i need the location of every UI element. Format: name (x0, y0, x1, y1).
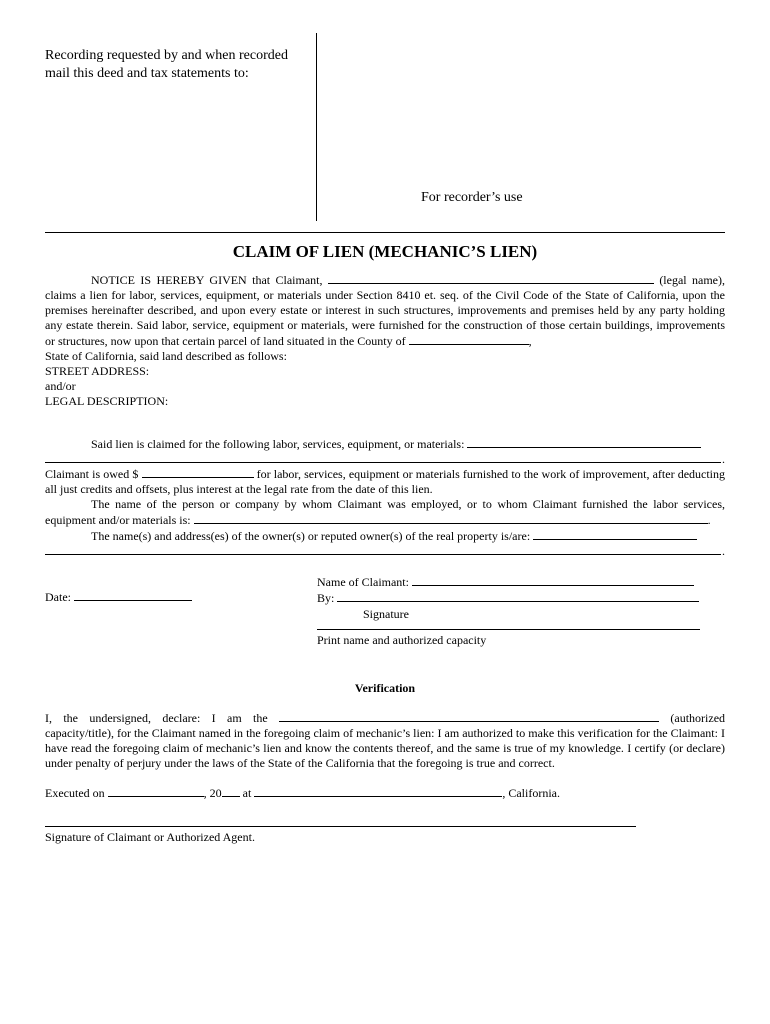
header-divider-vertical (316, 33, 317, 221)
recording-request-text (45, 47, 315, 83)
executed-location-field[interactable] (254, 785, 502, 797)
verification-heading: Verification (354, 681, 416, 695)
lien-claimed-line (45, 436, 725, 452)
legal-description-label: LEGAL DESCRIPTION: (45, 394, 169, 408)
verification-text-1: I, the undersigned, declare: I am the (45, 711, 268, 725)
owed-text-2: for labor, services, equipment or materials furnished to the work of improvement, after deducting all just credits and offsets, plus interest at the legal rate from the date of this lien. (45, 467, 726, 496)
date-row (45, 589, 192, 605)
executed-date-field[interactable] (108, 785, 204, 797)
county-field[interactable] (409, 333, 529, 345)
employer-text: The name of the person or company by whom Claimant was employed, or to whom Claimant furnished the labor services, equipment and/or materials is: (45, 497, 725, 527)
by-label: By: (317, 591, 335, 605)
street-address-label: STREET ADDRESS: (45, 364, 150, 378)
california-label: , California. (502, 786, 560, 800)
notice-comma: , (528, 334, 532, 348)
recording-line-2: mail this deed and tax statements to: (45, 66, 249, 81)
document-title: CLAIM OF LIEN (MECHANIC’S LIEN) (232, 242, 538, 261)
labor-services-continuation (45, 452, 725, 466)
date-field[interactable] (74, 589, 192, 601)
amount-owed-field[interactable] (142, 466, 254, 478)
executed-on-label: Executed on (45, 786, 105, 800)
employer-field[interactable] (194, 512, 708, 524)
owners-period: . (722, 544, 725, 558)
name-of-claimant-field[interactable] (412, 574, 694, 586)
owners-line (45, 528, 725, 544)
by-field[interactable] (337, 590, 699, 602)
andor-label: and/or (45, 379, 76, 393)
verification-section (45, 710, 725, 771)
recording-line-1: Recording requested by and when recorded (45, 48, 288, 63)
agent-signature-line[interactable] (45, 826, 636, 827)
notice-text-state: State of California, said land described as follows: (45, 349, 287, 363)
by-row (317, 590, 717, 606)
year-field[interactable] (222, 785, 240, 797)
owners-line-2[interactable] (45, 554, 721, 555)
owners-field[interactable] (533, 528, 697, 540)
employer-paragraph (45, 497, 725, 528)
claimant-name-row (317, 574, 717, 590)
agent-signature-label: Signature of Claimant or Authorized Agent. (45, 830, 255, 844)
verification-paragraph (45, 710, 725, 771)
labor-services-line-2[interactable] (45, 462, 721, 463)
executed-row (45, 785, 560, 801)
labor-services-field[interactable] (467, 436, 701, 448)
employer-period: . (707, 513, 711, 527)
at-label: at (242, 786, 252, 800)
lien-claimed-section (45, 436, 725, 558)
header-divider-horizontal (45, 232, 725, 233)
owners-continuation (45, 544, 725, 558)
date-label: Date: (45, 590, 71, 604)
year-prefix: , 20 (203, 786, 222, 800)
recorder-use-label: For recorder’s use (421, 190, 523, 205)
signature-block (317, 574, 717, 622)
notice-text-2: (legal name), claims a lien for labor, services, equipment, or materials under Section 8410 et. seq. of the Civil Code of the State of California, upon the premises hereinafter described, and upon every estate or interest in such structures, improvements and premises held by any party holding any estate therein. Said labor, service, equipment or materials, were furnished for the construction of those certain buildings, improvements or structures, now upon that certain parcel of land situated in the County of (45, 273, 726, 348)
verification-text-2: (authorized capacity/title), for the Claimant named in the foregoing claim of mechanic’s lien: I am authorized to make this verification for the Claimant: I have read the foregoing claim of mechanic’s lien and know the contents thereof, and the same is true of my knowledge. I certify (or declare) under penalty of perjury under the laws of the State of the California that the foregoing is true and correct. (45, 711, 726, 770)
print-name-line[interactable] (317, 629, 700, 630)
owed-text-1: Claimant is owed $ (45, 467, 139, 481)
print-name-label: Print name and authorized capacity (317, 633, 487, 647)
notice-text-1: NOTICE IS HEREBY GIVEN that Claimant, (91, 273, 323, 287)
owed-paragraph (45, 466, 725, 497)
lien-claimed-text: Said lien is claimed for the following labor, services, equipment, or materials: (91, 437, 465, 451)
signature-label: Signature (363, 607, 409, 621)
name-of-claimant-label: Name of Claimant: (317, 575, 409, 589)
notice-section (45, 272, 725, 409)
notice-paragraph (45, 272, 725, 349)
owners-text: The name(s) and address(es) of the owner(s) or reputed owner(s) of the real property is/are: (91, 529, 531, 543)
authorized-capacity-field[interactable] (279, 710, 659, 722)
labor-period: . (722, 452, 725, 466)
claimant-name-field[interactable] (328, 272, 654, 284)
